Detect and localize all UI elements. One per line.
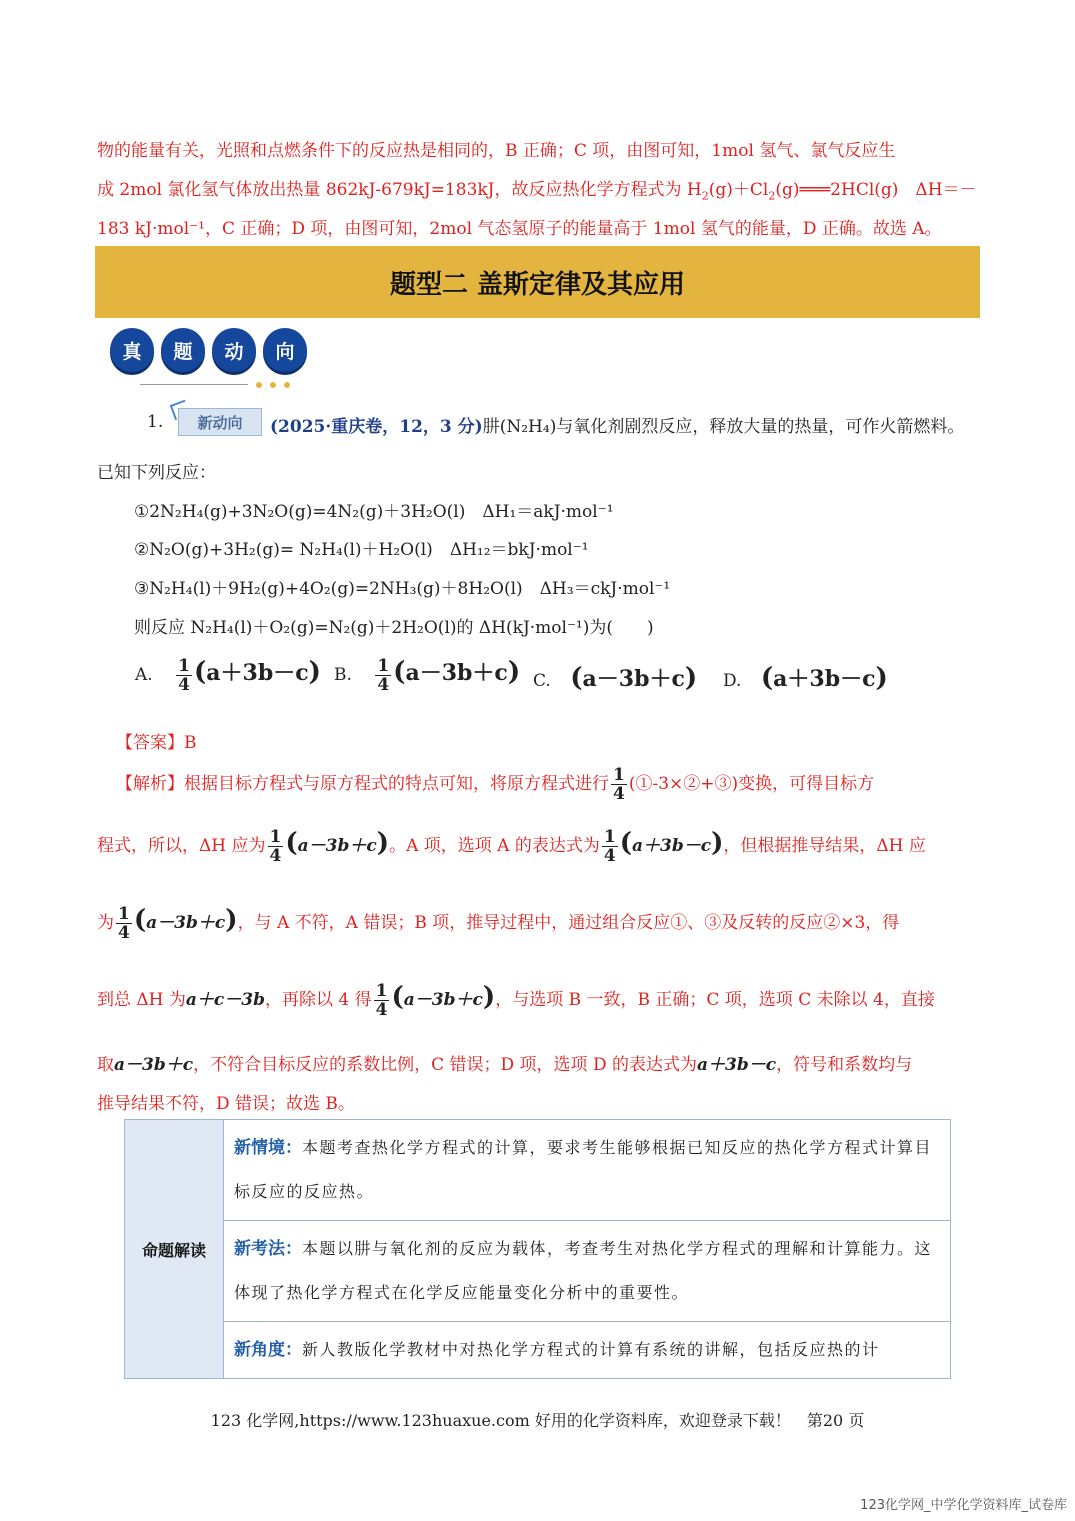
analysis-line-5: 取a－3b＋c，不符合目标反应的系数比例，C 错误；D 项，选项 D 的表达式为a＋3b－c，符号和系数均与 xyxy=(97,1055,913,1075)
intro-line-3: 183 kJ·mol⁻¹，C 正确；D 项，由图可知，2mol 气态氢原子的能量高于 1mol 氢气的能量，D 正确。故选 A。 xyxy=(97,219,942,239)
new-trend-tag: 新动向 xyxy=(178,408,262,436)
interpretation-box xyxy=(124,1119,951,1379)
badge-dot xyxy=(284,382,290,388)
box-heading: 命题解读 xyxy=(125,1120,224,1379)
page-footer: 123 化学网,https://www.123huaxue.com 好用的化学资料库，欢迎登录下载！ 第20 页 xyxy=(210,1411,865,1430)
section-banner xyxy=(95,246,980,318)
analysis-line-1: 【解析】根据目标方程式与原方程式的特点可知，将原方程式进行 $\frac{1}{4}$ (①-3×②+③)变换，可得目标方 xyxy=(116,765,875,804)
question-ask: 则反应 N₂H₄(l)＋O₂(g)=N₂(g)＋2H₂O(l)的 ΔH(kJ·mol⁻¹)为( ) xyxy=(134,618,654,638)
option-b[interactable]: B. $\frac{1}{4}$ (a－3b＋c) xyxy=(334,656,521,695)
badge-char-4: 向 xyxy=(263,328,307,372)
analysis-line-3: 为 $\frac{1}{4}$ (a－3b＋c)，与 A 不符，A 错误；B 项，推导过程中，通过组合反应①、③及反转的反应②×3，得 xyxy=(97,904,900,943)
option-c[interactable]: C. (a－3b＋c) xyxy=(533,663,698,693)
option-d[interactable]: D. (a＋3b－c) xyxy=(723,663,888,693)
badge-dot xyxy=(270,382,276,388)
box-row-method: 新考法：本题以肼与氧化剂的反应为载体，考查考生对热化学方程式的理解和计算能力。这体现了热化学方程式在化学反应能量变化分析中的重要性。 xyxy=(224,1221,951,1322)
analysis-line-4: 到总 ΔH 为a＋c－3b，再除以 4 得 $\frac{1}{4}$ (a－3b＋c)，与选项 B 一致，B 正确；C 项，选项 C 未除以 4，直接 xyxy=(97,981,935,1020)
question-stem: (2025·重庆卷，12，3 分)肼(N₂H₄)与氧化剂剧烈反应，释放大量的热量，可作火箭燃料。 xyxy=(270,417,965,437)
badge-char-3: 动 xyxy=(212,328,256,372)
badge-char-2: 题 xyxy=(161,328,205,372)
analysis-line-2: 程式，所以，ΔH 应为 $\frac{1}{4}$ (a－3b＋c)。A 项，选项 A 的表达式为 $\frac{1}{4}$ (a＋3b－c)，但根据推导结果，ΔH 应 xyxy=(97,827,926,866)
section-title: 题型二 盖斯定律及其应用 xyxy=(389,269,686,300)
badge-divider xyxy=(140,384,248,385)
badge-dot xyxy=(256,382,262,388)
badge-char-1: 真 xyxy=(110,328,154,372)
answer: 【答案】B xyxy=(116,733,197,753)
box-row-angle: 新角度：新人教版化学教材中对热化学方程式的计算有系统的讲解，包括反应热的计 xyxy=(224,1322,951,1379)
intro-line-1: 物的能量有关，光照和点燃条件下的反应热是相同的，B 正确；C 项，由图可知，1mol 氢气、氯气反应生 xyxy=(97,141,896,161)
analysis-line-6: 推导结果不符，D 错误；故选 B。 xyxy=(97,1094,355,1114)
reaction-1: ①2N₂H₄(g)+3N₂O(g)=4N₂(g)＋3H₂O(l) ΔH₁＝akJ·mol⁻¹ xyxy=(134,502,614,522)
option-a[interactable]: A. $\frac{1}{4}$ (a＋3b－c) xyxy=(135,656,321,695)
question-number: 1. xyxy=(147,412,164,432)
box-row-context: 新情境：本题考查热化学方程式的计算，要求考生能够根据已知反应的热化学方程式计算目标反应的反应热。 xyxy=(224,1120,951,1221)
reaction-2: ②N₂O(g)+3H₂(g)= N₂H₄(l)＋H₂O(l) ΔH₁₂＝bkJ·mol⁻¹ xyxy=(134,540,589,560)
question-known: 已知下列反应： xyxy=(97,463,216,483)
corner-watermark: 123化学网_中学化学资料库_试卷库 xyxy=(860,1498,1067,1513)
reaction-3: ③N₂H₄(l)＋9H₂(g)+4O₂(g)=2NH₃(g)＋8H₂O(l) ΔH₃＝ckJ·mol⁻¹ xyxy=(134,579,671,599)
intro-line-2: 成 2mol 氯化氢气体放出热量 862kJ-679kJ=183kJ，故反应热化学方程式为 $H_2(g)+Cl_2(g)═══2HCl(g)$ ΔH＝－ xyxy=(97,180,977,203)
